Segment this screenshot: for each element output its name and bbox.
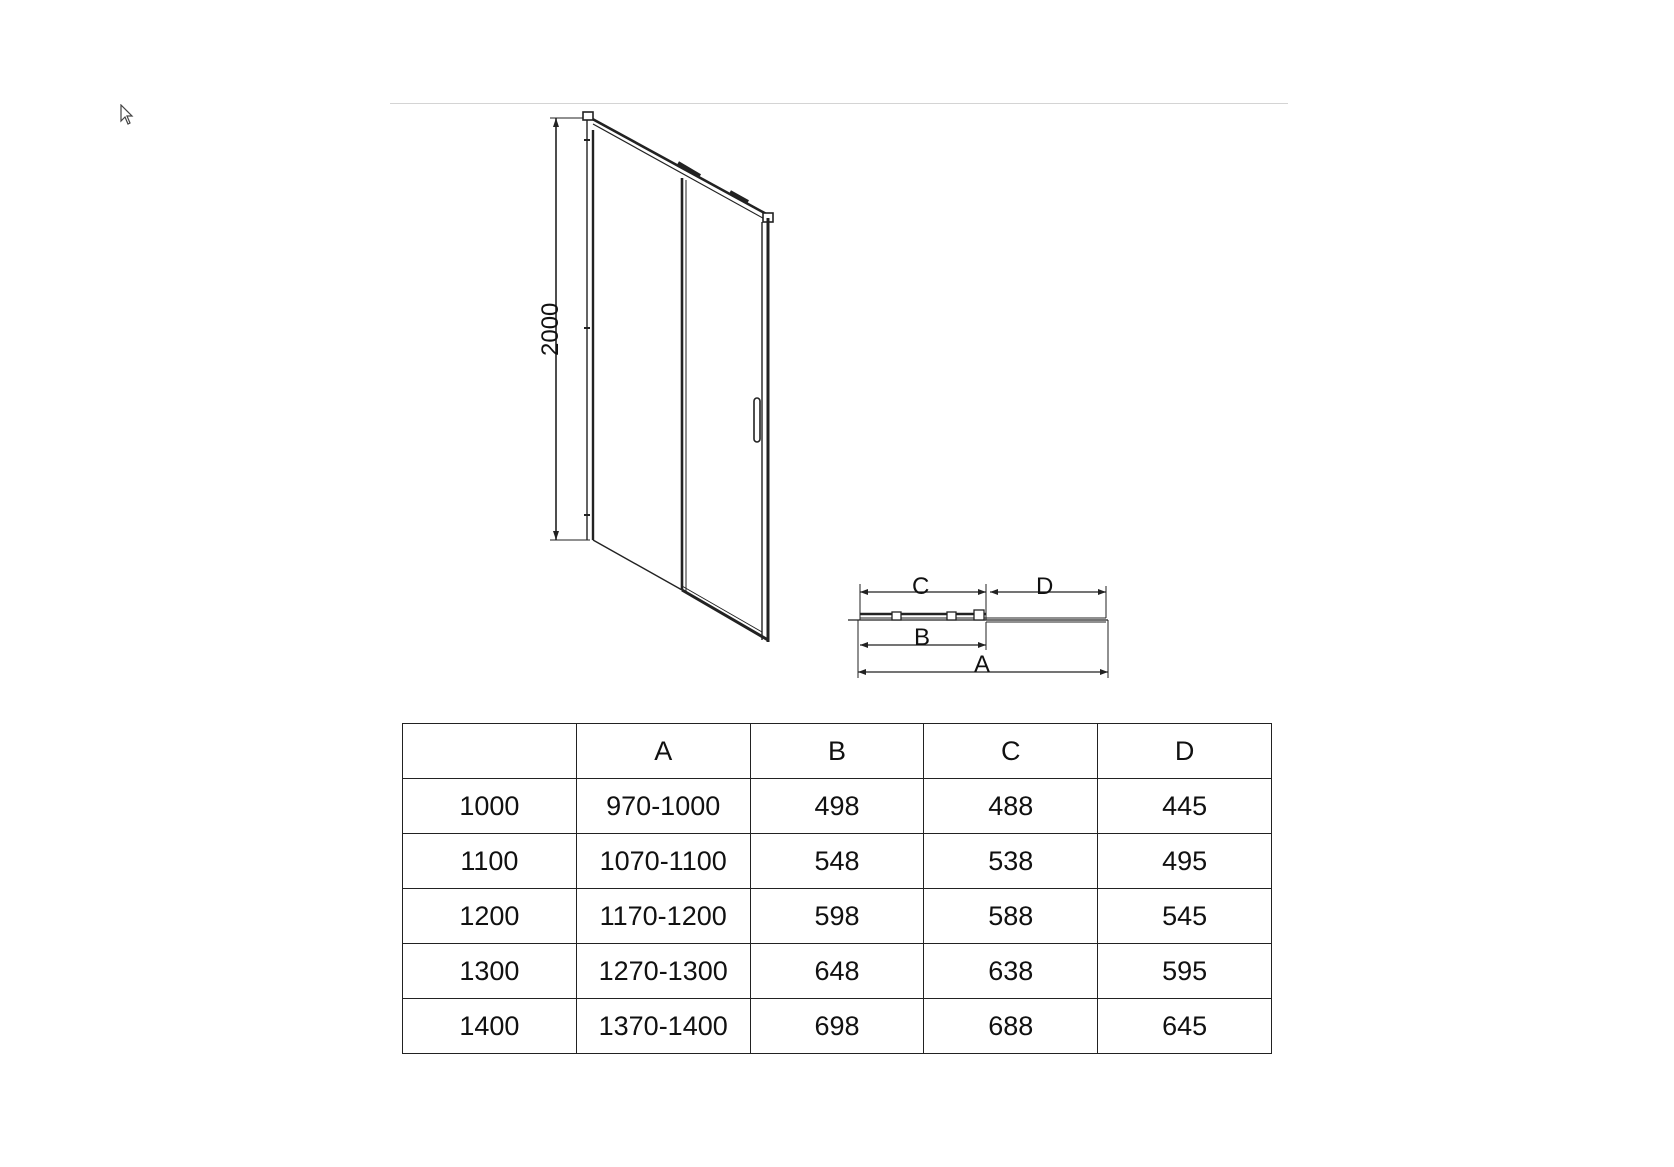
table-cell: 538 — [924, 834, 1098, 889]
dimension-label-d: D — [1036, 573, 1054, 600]
table-cell: 598 — [750, 889, 924, 944]
table-cell: 588 — [924, 889, 1098, 944]
table-cell: 1370-1400 — [576, 999, 750, 1054]
door-elevation — [550, 112, 773, 642]
dimensions-table — [402, 723, 1272, 1054]
table-header-row — [403, 724, 1272, 779]
table-cell: 1270-1300 — [576, 944, 750, 999]
table-cell: 645 — [1098, 999, 1272, 1054]
table-cell: 545 — [1098, 889, 1272, 944]
table-cell: 1000 — [403, 779, 577, 834]
table-cell: 595 — [1098, 944, 1272, 999]
table-cell: 1100 — [403, 834, 577, 889]
table-cell: 1200 — [403, 889, 577, 944]
table-cell: 445 — [1098, 779, 1272, 834]
height-dimension-label: 2000 — [537, 302, 564, 356]
table-cell: 698 — [750, 999, 924, 1054]
table-row — [403, 779, 1272, 834]
table-cell: 638 — [924, 944, 1098, 999]
dimension-label-b: B — [914, 624, 931, 651]
table-cell: 1070-1100 — [576, 834, 750, 889]
table-cell: 970-1000 — [576, 779, 750, 834]
dimension-label-c: C — [912, 573, 930, 600]
header-cell-a: A — [576, 724, 750, 779]
table-row — [403, 834, 1272, 889]
table-row — [403, 889, 1272, 944]
table-cell: 488 — [924, 779, 1098, 834]
dimension-label-a: A — [974, 651, 991, 678]
table-cell: 1300 — [403, 944, 577, 999]
header-cell-b: B — [750, 724, 924, 779]
table-row — [403, 944, 1272, 999]
table-cell: 1170-1200 — [576, 889, 750, 944]
table-cell: 1400 — [403, 999, 577, 1054]
table-cell: 498 — [750, 779, 924, 834]
table-cell: 688 — [924, 999, 1098, 1054]
table-cell: 548 — [750, 834, 924, 889]
table-row — [403, 999, 1272, 1054]
table-cell: 648 — [750, 944, 924, 999]
table-cell: 495 — [1098, 834, 1272, 889]
header-cell-size — [403, 724, 577, 779]
header-cell-d: D — [1098, 724, 1272, 779]
header-cell-c: C — [924, 724, 1098, 779]
